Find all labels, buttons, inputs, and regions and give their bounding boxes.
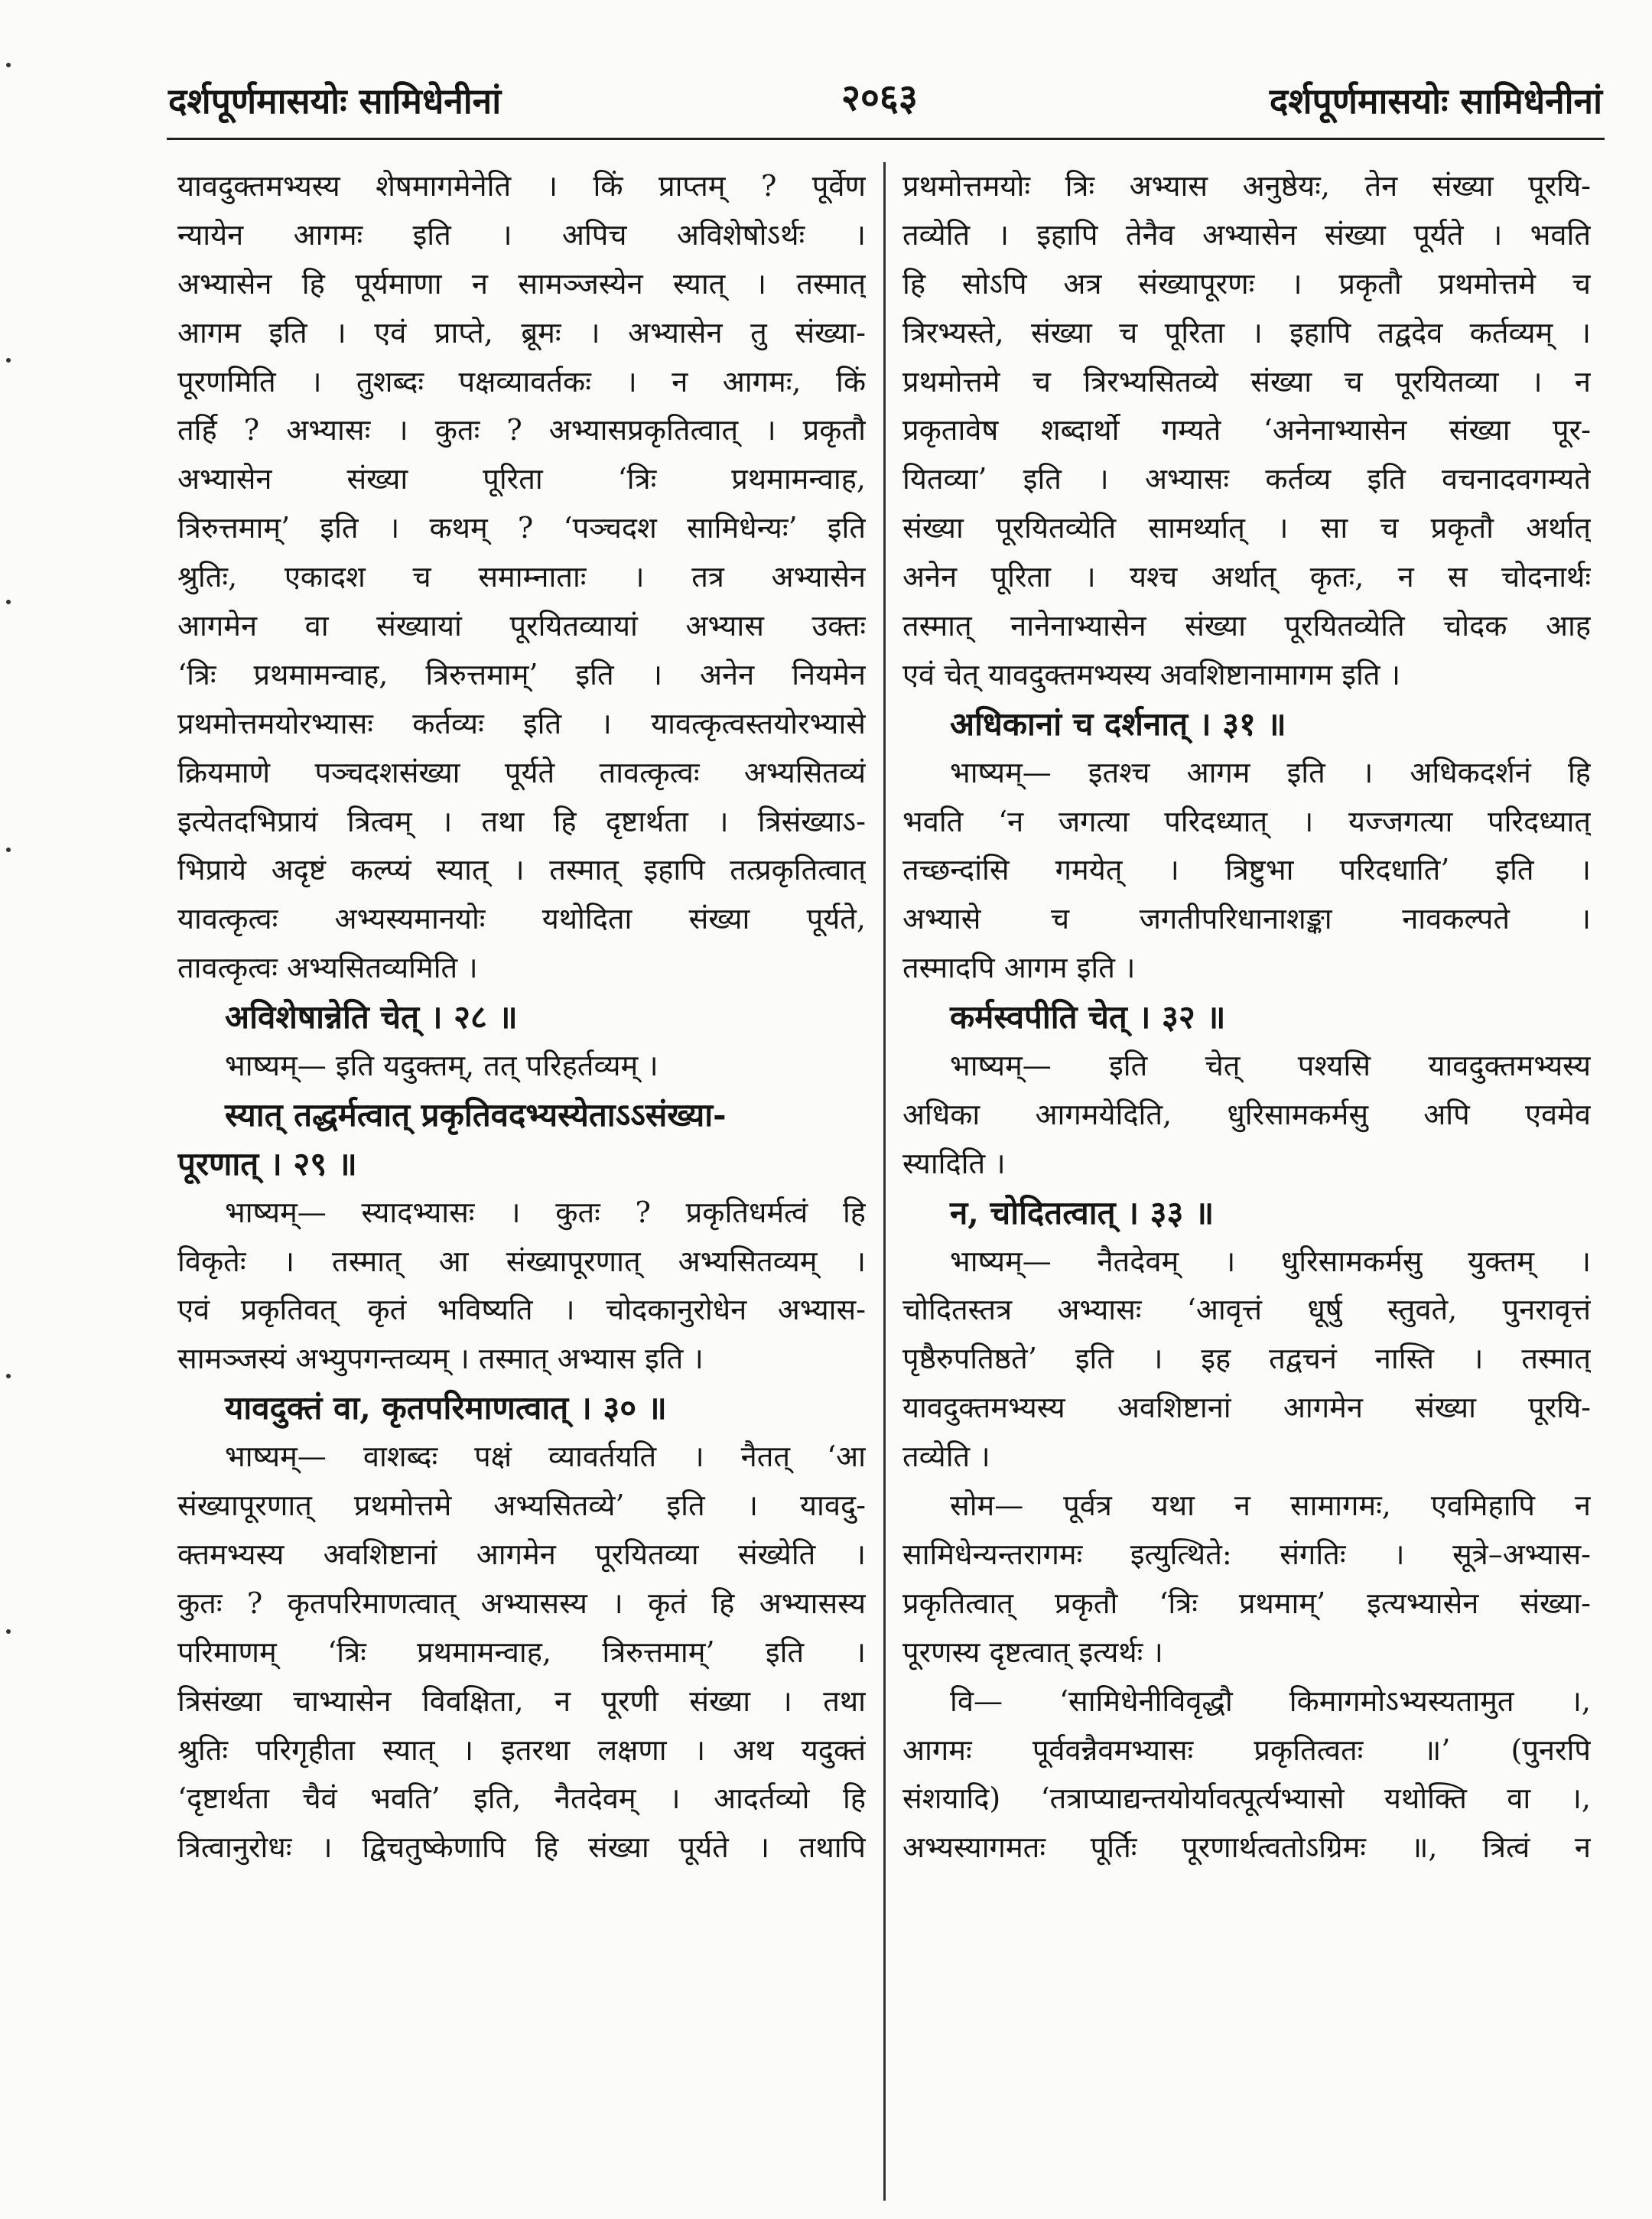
sutra-heading: कर्मस्वपीति चेत् । ३२ ॥: [950, 998, 1226, 1036]
sutra-heading: न, चोदितत्वात् । ३३ ॥: [950, 1193, 1215, 1232]
text-line: पूरणमिति । तुशब्दः पक्षव्यावर्तकः । न आगमः, किं: [177, 364, 866, 399]
text-line: इत्येतदभिप्रायं त्रित्वम् । तथा हि दृष्टार्थता । त्रिसंख्याऽ-: [177, 804, 866, 838]
text-line: प्रथमोत्तमे च त्रिरभ्यसितव्ये संख्या च पूरयितव्या । न: [902, 364, 1591, 399]
text-line: वि— ‘सामिधेनीविवृद्धौ किमागमोऽभ्यस्यतामुत ।,: [950, 1684, 1591, 1718]
text-line: भाष्यम्— इतश्च आगम इति । अधिकदर्शनं हि: [950, 755, 1591, 789]
text-line: सामञ्जस्यं अभ्युपगन्तव्यम् । तस्मात् अभ्यास इति ।: [177, 1342, 704, 1376]
text-line: तव्येति । इहापि तेनैव अभ्यासेन संख्या पूर्यते । भवति: [902, 217, 1591, 252]
margin-mark: [6, 358, 11, 363]
sutra-heading: स्यात् तद्धर्मत्वात् प्रकृतिवदभ्यस्येताऽऽसंख्या-: [225, 1095, 727, 1134]
text-line: प्रकृतावेष शब्दार्थो गम्यते ‘अनेनाभ्यासेन संख्या पूर-: [902, 413, 1591, 447]
text-line: आगमः पूर्ववन्नैवमभ्यासः प्रकृतित्वतः ॥’ (पुनरपि: [902, 1733, 1591, 1767]
text-line: अनेन पूरिता । यश्च अर्थात् कृतः, न स चोदनार्थः: [902, 560, 1591, 594]
text-line: पृष्ठैरुपतिष्ठते’ इति । इह तद्वचनं नास्ति । तस्मात्: [902, 1342, 1591, 1376]
text-line: संशयादि) ‘तत्राप्याद्यन्तयोर्यावत्पूर्त्यभ्यासो यथोक्ति वा ।,: [902, 1781, 1591, 1816]
text-line: श्रुतिः परिगृहीता स्यात् । इतरथा लक्षणा । अथ यदुक्तं: [177, 1733, 866, 1767]
text-line: चोदितस्तत्र अभ्यासः ‘आवृत्तं धूर्षु स्तुवते, पुनरावृत्तं: [902, 1293, 1591, 1327]
text-line: क्रियमाणे पञ्चदशसंख्या पूर्यते तावत्कृत्वः अभ्यसितव्यं: [177, 755, 866, 789]
text-line: भाष्यम्— इति यदुक्तम्, तत् परिहर्तव्यम् ।: [225, 1049, 659, 1083]
text-line: भाष्यम्— वाशब्दः पक्षं व्यावर्तयति । नैतत् ‘आ: [225, 1440, 866, 1474]
text-line: त्रिरभ्यस्ते, संख्या च पूरिता । इहापि तद्वदेव कर्तव्यम् ।: [902, 315, 1591, 350]
text-line: सामिधेन्यन्तरागमः इत्युत्थिते: संगतिः । सूत्रे–अभ्यास-: [902, 1537, 1591, 1571]
text-line: तच्छन्दांसि गमयेत् । त्रिष्टुभा परिदधाति’ इति ।: [902, 853, 1591, 887]
text-line: यितव्या’ इति । अभ्यासः कर्तव्य इति वचनादवगम्यते: [902, 462, 1591, 496]
margin-mark: [6, 1374, 11, 1378]
header-rule: [167, 138, 1605, 140]
text-line: प्रथमोत्तमयोरभ्यासः कर्तव्यः इति । यावत्कृत्वस्तयोरभ्यासे: [177, 706, 866, 740]
text-line: विकृतेः । तस्मात् आ संख्यापूरणात् अभ्यसितव्यम् ।: [177, 1244, 866, 1278]
text-line: पूरणस्य दृष्टत्वात् इत्यर्थः ।: [902, 1635, 1163, 1669]
text-line: भिप्राये अदृष्टं कल्प्यं स्यात् । तस्मात् इहापि तत्प्रकृतित्वात्: [177, 853, 866, 887]
text-line: आगम इति । एवं प्राप्ते, ब्रूमः । अभ्यासेन तु संख्या-: [177, 315, 866, 350]
text-line: एवं प्रकृतिवत् कृतं भविष्यति । चोदकानुरोधेन अभ्यास-: [177, 1293, 866, 1327]
text-line: त्रिसंख्या चाभ्यासेन विवक्षिता, न पूरणी संख्या । तथा: [177, 1684, 866, 1718]
text-line: कुतः ? कृतपरिमाणत्वात् अभ्यासस्य । कृतं हि अभ्यासस्य: [177, 1586, 866, 1620]
margin-mark: [6, 848, 11, 852]
text-line: भाष्यम्— स्यादभ्यासः । कुतः ? प्रकृतिधर्मत्वं हि: [225, 1195, 866, 1229]
text-line: क्तमभ्यस्य अवशिष्टानां आगमेन पूरयितव्या संख्येति ।: [177, 1537, 866, 1571]
text-line: यावत्कृत्वः अभ्यस्यमानयोः यथोदिता संख्या पूर्यते,: [177, 902, 866, 936]
text-line: अधिका आगमयेदिति, धुरिसामकर्मसु अपि एवमेव: [902, 1097, 1591, 1131]
column-divider: [883, 162, 886, 2201]
sutra-heading: अविशेषान्नेति चेत् । २८ ॥: [225, 998, 518, 1036]
text-line: एवं चेत् यावदुक्तमभ्यस्य अवशिष्टानामागम इति ।: [902, 657, 1400, 691]
text-line: त्रित्वानुरोधः । द्विचतुष्केणापि हि संख्या पूर्यते । तथापि: [177, 1830, 866, 1865]
text-line: अभ्यासे च जगतीपरिधानाशङ्का नावकल्पते ।: [902, 902, 1591, 936]
text-line: संख्यापूरणात् प्रथमोत्तमे अभ्यसितव्ये’ इति । यावदु-: [177, 1489, 866, 1523]
text-line: भवति ‘न जगत्या परिदध्यात् । यज्जगत्या परिदध्यात्: [902, 804, 1591, 838]
text-line: आगमेन वा संख्यायां पूरयितव्यायां अभ्यास उक्तः: [177, 609, 866, 643]
running-title-left: दर्शपूर्णमासयोः सामिधेनीनां: [168, 80, 502, 122]
margin-mark: [6, 600, 11, 604]
page-header: [168, 63, 1602, 124]
right-column: [902, 162, 1591, 1872]
page-number: २०६३: [841, 76, 918, 119]
text-line: यावदुक्तमभ्यस्य शेषमागमेनेति । किं प्राप्तम् ? पूर्वेण: [177, 169, 866, 203]
text-line: तस्मादपि आगम इति ।: [902, 951, 1136, 985]
running-title-right: दर्शपूर्णमासयोः सामिधेनीनां: [1269, 80, 1602, 122]
sutra-heading: अधिकानां च दर्शनात् । ३१ ॥: [950, 704, 1286, 743]
sutra-heading: यावदुक्तं वा, कृतपरिमाणत्वात् । ३० ॥: [225, 1389, 667, 1427]
sutra-heading: पूरणात् । २९ ॥: [177, 1144, 357, 1183]
text-line: भाष्यम्— इति चेत् पश्यसि यावदुक्तमभ्यस्य: [950, 1049, 1591, 1083]
text-line: भाष्यम्— नैतदेवम् । धुरिसामकर्मसु युक्तम् ।: [950, 1244, 1591, 1278]
text-line: अभ्यस्यागमतः पूर्तिः पूरणार्थत्वतोऽग्रिमः ॥, त्रित्वं न: [902, 1830, 1591, 1865]
text-line: न्यायेन आगमः इति । अपिच अविशेषोऽर्थः ।: [177, 217, 866, 252]
text-line: तावत्कृत्वः अभ्यसितव्यमिति ।: [177, 951, 478, 985]
text-line: सोम— पूर्वत्र यथा न सामागमः, एवमिहापि न: [950, 1489, 1591, 1523]
text-line: अभ्यासेन हि पूर्यमाणा न सामञ्जस्येन स्यात् । तस्मात्: [177, 266, 866, 301]
text-line: ‘त्रिः प्रथमामन्वाह, त्रिरुत्तमाम्’ इति । अनेन नियमेन: [177, 657, 866, 691]
text-line: प्रथमोत्तमयोः त्रिः अभ्यास अनुष्ठेयः, तेन संख्या पूरयि-: [902, 169, 1591, 203]
text-line: ‘दृष्टार्थता चैवं भवति’ इति, नैतदेवम् । आदर्तव्यो हि: [177, 1781, 866, 1816]
text-line: हि सोऽपि अत्र संख्यापूरणः । प्रकृतौ प्रथमोत्तमे च: [902, 266, 1591, 301]
text-line: अभ्यासेन संख्या पूरिता ‘त्रिः प्रथमामन्वाह,: [177, 462, 866, 496]
left-column: [177, 162, 866, 1872]
text-line: श्रुतिः, एकादश च समाम्नाताः । तत्र अभ्यासेन: [177, 560, 866, 594]
text-line: तव्येति ।: [902, 1440, 990, 1474]
margin-mark: [6, 1629, 11, 1634]
text-line: तस्मात् नानेनाभ्यासेन संख्या पूरयितव्येति चोदक आह: [902, 609, 1591, 643]
text-line: त्रिरुत्तमाम्’ इति । कथम् ? ‘पञ्चदश सामिधेन्यः’ इति: [177, 511, 866, 545]
margin-mark: [6, 63, 11, 67]
text-line: यावदुक्तमभ्यस्य अवशिष्टानां आगमेन संख्या पूरयि-: [902, 1391, 1591, 1425]
text-line: प्रकृतित्वात् प्रकृतौ ‘त्रिः प्रथमाम्’ इत्यभ्यासेन संख्या-: [902, 1586, 1591, 1620]
text-line: संख्या पूरयितव्येति सामर्थ्यात् । सा च प्रकृतौ अर्थात्: [902, 511, 1591, 545]
text-line: स्यादिति ।: [902, 1146, 1006, 1180]
text-line: तर्हि ? अभ्यासः । कुतः ? अभ्यासप्रकृतित्वात् । प्रकृतौ: [177, 413, 866, 447]
text-line: परिमाणम् ‘त्रिः प्रथमामन्वाह, त्रिरुत्तमाम्’ इति ।: [177, 1635, 866, 1669]
